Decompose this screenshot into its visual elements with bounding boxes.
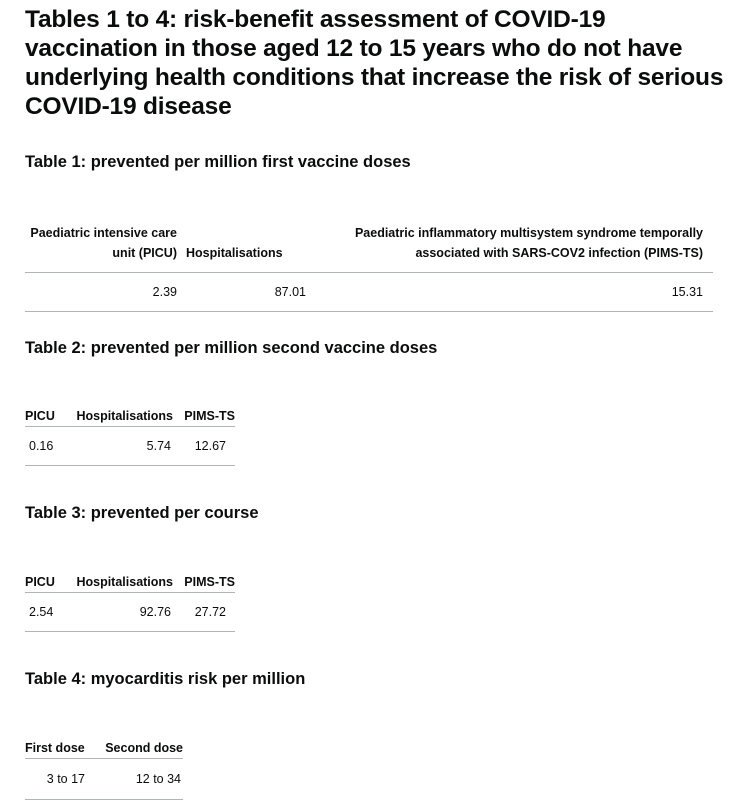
table2-title: Table 2: prevented per million second vaccine doses: [25, 339, 438, 357]
table3-header-pims: PIMS-TS: [173, 562, 235, 593]
table1-cell-pims: 15.31: [306, 273, 713, 312]
table3-cell-picu: 2.54: [25, 593, 65, 632]
table2-cell-pims: 12.67: [173, 427, 235, 466]
table3-cell-pims: 27.72: [173, 593, 235, 632]
table3-cell-hospitalisations: 92.76: [65, 593, 173, 632]
table2-header-pims: PIMS-TS: [173, 396, 235, 427]
table1-cell-hospitalisations: 87.01: [177, 273, 306, 312]
table2-cell-hospitalisations: 5.74: [65, 427, 173, 466]
table1-header-hospitalisations: Hospitalisations: [177, 212, 306, 273]
table4-cell-second-dose: 12 to 34: [95, 759, 183, 800]
table3-title: Table 3: prevented per course: [25, 504, 259, 522]
table3-header-hospitalisations: Hospitalisations: [65, 562, 173, 593]
table2: [25, 396, 235, 466]
table1: [25, 212, 713, 312]
table4-title: Table 4: myocarditis risk per million: [25, 670, 306, 688]
table2-header-picu: PICU: [25, 396, 65, 427]
table4-header-row: [25, 728, 183, 759]
page-title: Tables 1 to 4: risk-benefit assessment of COVID-19 vaccination in those aged 12 to 15 years who do not have underlying health conditions that increase the risk of serious COVID-19 disease: [25, 6, 724, 120]
table-row: [25, 273, 713, 312]
table1-header-row: [25, 212, 713, 273]
table1-header-pims: Paediatric inflammatory multisystem syndrome temporally associated with SARS-COV2 infection (PIMS-TS): [306, 212, 713, 273]
table2-header-hospitalisations: Hospitalisations: [65, 396, 173, 427]
table2-cell-picu: 0.16: [25, 427, 65, 466]
table4-cell-first-dose: 3 to 17: [25, 759, 95, 800]
table1-title: Table 1: prevented per million first vaccine doses: [25, 153, 411, 171]
table1-header-picu: Paediatric intensive care unit (PICU): [25, 212, 177, 273]
table1-cell-picu: 2.39: [25, 273, 177, 312]
table-row: [25, 759, 183, 800]
table3: [25, 562, 235, 632]
table4-header-first-dose: First dose: [25, 728, 95, 759]
table2-header-row: [25, 396, 235, 427]
table3-header-picu: PICU: [25, 562, 65, 593]
table4: [25, 728, 183, 800]
table3-header-row: [25, 562, 235, 593]
table4-header-second-dose: Second dose: [95, 728, 183, 759]
table-row: [25, 593, 235, 632]
table-row: [25, 427, 235, 466]
